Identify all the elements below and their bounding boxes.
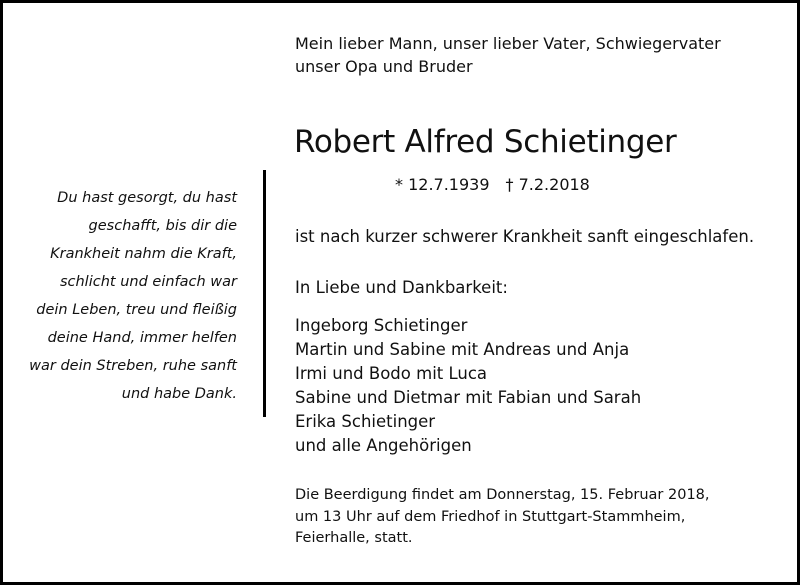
funeral-notice	[295, 485, 710, 550]
passing-sentence: ist nach kurzer schwerer Krankheit sanft eingeschlafen.	[295, 227, 755, 246]
life-dates	[395, 174, 590, 196]
mourners-list	[295, 314, 641, 458]
poem-line: geschafft, bis dir die	[88, 218, 237, 234]
poem-line: Krankheit nahm die Kraft,	[50, 246, 237, 262]
funeral-line-1: Die Beerdigung findet am Donnerstag, 15. Februar 2018,	[295, 487, 710, 503]
intro-text	[295, 32, 721, 78]
vertical-divider	[263, 170, 266, 417]
mourner-item: Martin und Sabine mit Andreas und Anja	[295, 340, 630, 359]
poem-line: und habe Dank.	[121, 386, 237, 402]
birth-date: * 12.7.1939	[395, 175, 490, 194]
poem-line: deine Hand, immer helfen	[47, 330, 237, 346]
poem-line: war dein Streben, ruhe sanft	[29, 358, 237, 374]
poem-line: schlicht und einfach war	[59, 274, 237, 290]
funeral-line-3: Feierhalle, statt.	[295, 530, 413, 546]
mourner-item: Irmi und Bodo mit Luca	[295, 364, 488, 383]
funeral-line-2: um 13 Uhr auf dem Friedhof in Stuttgart-Stammheim,	[295, 508, 686, 525]
mourner-item: Ingeborg Schietinger	[295, 316, 468, 335]
mourner-item: Erika Schietinger	[295, 412, 436, 431]
memorial-poem	[29, 184, 237, 408]
poem-line: dein Leben, treu und fleißig	[36, 302, 237, 318]
intro-line-1: Mein lieber Mann, unser lieber Vater, Schwiegervater	[295, 34, 721, 53]
mourner-item: Sabine und Dietmar mit Fabian und Sarah	[295, 388, 642, 407]
death-date: † 7.2.2018	[505, 175, 590, 194]
deceased-name: Robert Alfred Schietinger	[294, 124, 677, 160]
intro-line-2: unser Opa und Bruder	[295, 57, 473, 76]
poem-line: Du hast gesorgt, du hast	[57, 190, 237, 206]
thanks-heading: In Liebe und Dankbarkeit:	[295, 278, 508, 297]
mourner-item: und alle Angehörigen	[295, 436, 472, 455]
